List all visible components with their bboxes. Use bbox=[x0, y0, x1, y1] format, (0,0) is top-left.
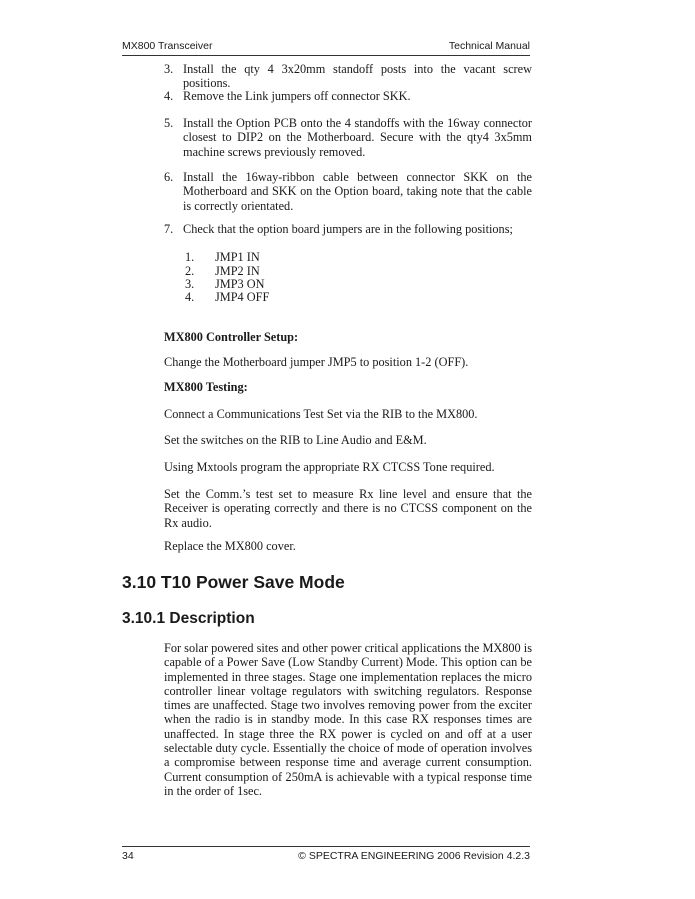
testing-heading: MX800 Testing: bbox=[164, 380, 248, 394]
testing-paragraph: Set the Comm.’s test set to measure Rx line level and ensure that the Receiver is operating correctly and there is no CTCSS component on the Rx audio. bbox=[164, 487, 532, 530]
step-number: 5. bbox=[164, 116, 174, 130]
jumper-setting: JMP4 OFF bbox=[215, 290, 270, 304]
page-number: 34 bbox=[122, 850, 134, 862]
jumper-setting: JMP2 IN bbox=[215, 264, 260, 278]
step-text: Install the 16way-ribbon cable between connector SKK on the Motherboard and SKK on the Option board, taking note that the cable is correctly orientated. bbox=[183, 170, 532, 213]
testing-paragraph: Set the switches on the RIB to Line Audio and E&M. bbox=[164, 433, 427, 447]
description-paragraph: For solar powered sites and other power critical applications the MX800 is capable of a Power Save (Low Standby Current) Mode. This option can be implemented in three stages. Stage one implementation replaces the micro controller linear voltage regulators with switching regulators. Response times are unaffected. Stage two involves removing power from the exciter when the radio is in standby mode. In this case RX responses times are unaffected. In stage three the RX power is cycled on and off at a user selectable duty cycle. Essentially the choice of mode of operation involves a compromise between response time and average current consumption. Current consumption of 250mA is achievable with a typical response time in the order of 1sec. bbox=[164, 641, 532, 798]
jumper-setting: JMP3 ON bbox=[215, 277, 265, 291]
jumper-number: 2. bbox=[185, 264, 195, 278]
testing-paragraph: Replace the MX800 cover. bbox=[164, 539, 296, 553]
footer-copyright: © SPECTRA ENGINEERING 2006 Revision 4.2.3 bbox=[298, 850, 530, 862]
section-heading: 3.10 T10 Power Save Mode bbox=[122, 572, 345, 592]
jumper-number: 3. bbox=[185, 277, 195, 291]
step-text: Remove the Link jumpers off connector SKK. bbox=[183, 89, 411, 103]
jumper-setting: JMP1 IN bbox=[215, 250, 260, 264]
controller-setup-text: Change the Motherboard jumper JMP5 to position 1-2 (OFF). bbox=[164, 355, 469, 369]
jumper-number: 1. bbox=[185, 250, 195, 264]
page-footer bbox=[122, 846, 530, 865]
jumper-number: 4. bbox=[185, 290, 195, 304]
step-number: 7. bbox=[164, 222, 174, 236]
step-text: Check that the option board jumpers are in the following positions; bbox=[183, 222, 513, 236]
header-manual-title: Technical Manual bbox=[448, 40, 530, 52]
page-header bbox=[122, 37, 530, 56]
header-doc-title: MX800 Transceiver bbox=[122, 40, 213, 52]
step-number: 3. bbox=[164, 62, 174, 76]
testing-paragraph: Connect a Communications Test Set via the RIB to the MX800. bbox=[164, 407, 478, 421]
controller-setup-heading: MX800 Controller Setup: bbox=[164, 330, 299, 344]
step-number: 6. bbox=[164, 170, 174, 184]
subsection-heading: 3.10.1 Description bbox=[122, 610, 255, 627]
step-number: 4. bbox=[164, 89, 174, 103]
step-text: Install the qty 4 3x20mm standoff posts into the vacant screw positions. bbox=[183, 62, 532, 91]
testing-paragraph: Using Mxtools program the appropriate RX CTCSS Tone required. bbox=[164, 460, 495, 474]
step-text: Install the Option PCB onto the 4 standoffs with the 16way connector closest to DIP2 on the Motherboard. Secure with the qty4 3x5mm machine screws previously removed. bbox=[183, 116, 532, 159]
